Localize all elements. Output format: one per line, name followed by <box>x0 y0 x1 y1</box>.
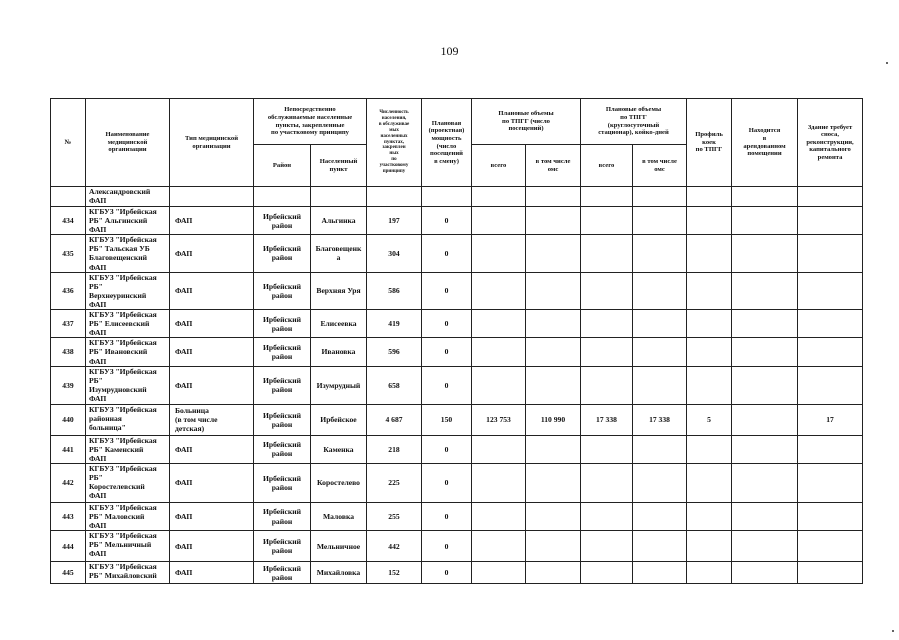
table-body <box>51 187 863 584</box>
cell-building <box>798 435 863 463</box>
cell-profile <box>687 531 732 562</box>
cell-settlement: Мельничное <box>311 531 367 562</box>
cell-num: 436 <box>51 272 86 309</box>
table-row <box>51 463 863 502</box>
cell-visits-total <box>472 562 526 584</box>
cell-rented <box>732 366 798 404</box>
cell-visits-total <box>472 366 526 404</box>
cell-visits-oms <box>526 562 581 584</box>
cell-population: 4 687 <box>367 404 422 435</box>
cell-capacity: 0 <box>422 207 472 235</box>
table-row <box>51 502 863 530</box>
cell-num <box>51 187 86 207</box>
cell-visits-oms <box>526 272 581 309</box>
cell-capacity: 0 <box>422 272 472 309</box>
table-row <box>51 235 863 272</box>
table-row <box>51 562 863 584</box>
cell-population: 218 <box>367 435 422 463</box>
cell-settlement: Альгинка <box>311 207 367 235</box>
cell-rented <box>732 502 798 530</box>
table-row <box>51 366 863 404</box>
cell-capacity: 0 <box>422 531 472 562</box>
table-row <box>51 338 863 366</box>
cell-beds-oms <box>633 187 687 207</box>
cell-population <box>367 187 422 207</box>
cell-type: ФАП <box>170 562 254 584</box>
cell-settlement: Верхняя Уря <box>311 272 367 309</box>
scan-speck <box>886 62 888 64</box>
cell-visits-oms <box>526 366 581 404</box>
cell-population: 197 <box>367 207 422 235</box>
cell-beds-oms <box>633 463 687 502</box>
cell-district: Ирбейский район <box>254 562 311 584</box>
cell-num: 439 <box>51 366 86 404</box>
cell-visits-total <box>472 531 526 562</box>
cell-beds-total: 17 338 <box>581 404 633 435</box>
cell-district: Ирбейский район <box>254 272 311 309</box>
cell-district: Ирбейский район <box>254 310 311 338</box>
cell-settlement: Изумрудный <box>311 366 367 404</box>
cell-building: 17 <box>798 404 863 435</box>
cell-visits-total <box>472 435 526 463</box>
cell-profile <box>687 338 732 366</box>
cell-rented <box>732 338 798 366</box>
cell-rented <box>732 235 798 272</box>
cell-capacity <box>422 187 472 207</box>
header-building-repair: Здание требует сноса, реконструкции, капитального ремонта <box>798 99 863 187</box>
cell-rented <box>732 310 798 338</box>
header-num: № <box>51 99 86 187</box>
cell-visits-total <box>472 338 526 366</box>
cell-visits-oms <box>526 502 581 530</box>
cell-name: КГБУЗ "Ирбейская РБ" Изумрудновский ФАП <box>86 366 170 404</box>
header-rented: Находится в арендованном помещении <box>732 99 798 187</box>
cell-num: 443 <box>51 502 86 530</box>
cell-settlement: Коростелево <box>311 463 367 502</box>
cell-population: 255 <box>367 502 422 530</box>
cell-district: Ирбейский район <box>254 463 311 502</box>
scan-speck <box>892 630 894 632</box>
cell-visits-oms <box>526 187 581 207</box>
cell-rented <box>732 404 798 435</box>
cell-num: 438 <box>51 338 86 366</box>
cell-num: 437 <box>51 310 86 338</box>
page-number: 109 <box>440 44 459 58</box>
table-header <box>51 99 863 187</box>
cell-type: ФАП <box>170 366 254 404</box>
cell-population: 419 <box>367 310 422 338</box>
cell-rented <box>732 435 798 463</box>
cell-beds-total <box>581 366 633 404</box>
cell-profile <box>687 272 732 309</box>
cell-capacity: 0 <box>422 502 472 530</box>
cell-building <box>798 502 863 530</box>
cell-visits-total <box>472 272 526 309</box>
cell-beds-oms <box>633 235 687 272</box>
cell-visits-oms <box>526 235 581 272</box>
table-row <box>51 207 863 235</box>
cell-settlement: Елисеевка <box>311 310 367 338</box>
cell-profile <box>687 502 732 530</box>
cell-district: Ирбейский район <box>254 207 311 235</box>
cell-type <box>170 187 254 207</box>
header-population: Численность населения, в обслуживае мых населенных пунктах, закреплен ных по участковому принципу <box>367 99 422 187</box>
header-planned-visits: Плановые объемы по ТПГГ (число посещений) <box>472 99 581 145</box>
cell-capacity: 0 <box>422 562 472 584</box>
cell-visits-oms <box>526 310 581 338</box>
cell-beds-total <box>581 187 633 207</box>
header-planned-beds: Плановые объемы по ТПГГ (круглосуточный стационар), койко-дней <box>581 99 687 145</box>
cell-visits-oms <box>526 463 581 502</box>
cell-visits-oms <box>526 207 581 235</box>
cell-num: 440 <box>51 404 86 435</box>
cell-visits-total <box>472 187 526 207</box>
cell-num: 434 <box>51 207 86 235</box>
table-row-continuation <box>51 187 863 207</box>
cell-building <box>798 207 863 235</box>
cell-district: Ирбейский район <box>254 338 311 366</box>
cell-building <box>798 272 863 309</box>
cell-population: 586 <box>367 272 422 309</box>
cell-capacity: 0 <box>422 338 472 366</box>
cell-beds-oms <box>633 531 687 562</box>
cell-type: ФАП <box>170 207 254 235</box>
cell-building <box>798 187 863 207</box>
cell-visits-oms <box>526 531 581 562</box>
cell-beds-oms <box>633 366 687 404</box>
cell-type: ФАП <box>170 338 254 366</box>
cell-profile <box>687 235 732 272</box>
cell-population: 658 <box>367 366 422 404</box>
cell-num: 442 <box>51 463 86 502</box>
cell-district: Ирбейский район <box>254 235 311 272</box>
cell-num: 445 <box>51 562 86 584</box>
cell-beds-oms <box>633 435 687 463</box>
cell-rented <box>732 272 798 309</box>
cell-rented <box>732 562 798 584</box>
cell-settlement: Михайловка <box>311 562 367 584</box>
cell-beds-total <box>581 502 633 530</box>
cell-visits-total <box>472 235 526 272</box>
cell-building <box>798 531 863 562</box>
cell-population: 442 <box>367 531 422 562</box>
cell-settlement: Ивановка <box>311 338 367 366</box>
cell-building <box>798 338 863 366</box>
cell-population: 304 <box>367 235 422 272</box>
cell-profile <box>687 562 732 584</box>
header-visits-total: всего <box>472 145 526 187</box>
cell-beds-total <box>581 235 633 272</box>
cell-beds-oms <box>633 502 687 530</box>
cell-beds-total <box>581 207 633 235</box>
cell-type: ФАП <box>170 502 254 530</box>
cell-building <box>798 310 863 338</box>
cell-type: ФАП <box>170 235 254 272</box>
cell-name: КГБУЗ "Ирбейская РБ" Каменский ФАП <box>86 435 170 463</box>
cell-settlement <box>311 187 367 207</box>
cell-name: КГБУЗ "Ирбейская РБ" Верхнеуринский ФАП <box>86 272 170 309</box>
cell-capacity: 0 <box>422 310 472 338</box>
cell-profile <box>687 435 732 463</box>
header-beds-total: всего <box>581 145 633 187</box>
cell-name: КГБУЗ "Ирбейская районная больница" <box>86 404 170 435</box>
header-district: Район <box>254 145 311 187</box>
cell-beds-total <box>581 310 633 338</box>
cell-beds-total <box>581 463 633 502</box>
cell-settlement: Благовещенк а <box>311 235 367 272</box>
cell-type: ФАП <box>170 272 254 309</box>
cell-name: КГБУЗ "Ирбейская РБ" Коростелевский ФАП <box>86 463 170 502</box>
header-capacity: Плановая (проектная) мощность (число посещений в смену) <box>422 99 472 187</box>
cell-name: КГБУЗ "Ирбейская РБ" Тальская УБ Благовещенский ФАП <box>86 235 170 272</box>
table-row <box>51 272 863 309</box>
cell-settlement: Каменка <box>311 435 367 463</box>
header-visits-oms: в том числе омс <box>526 145 581 187</box>
cell-visits-total <box>472 463 526 502</box>
cell-beds-oms: 17 338 <box>633 404 687 435</box>
cell-name: КГБУЗ "Ирбейская РБ" Мельничный ФАП <box>86 531 170 562</box>
cell-num: 441 <box>51 435 86 463</box>
cell-visits-total <box>472 207 526 235</box>
cell-rented <box>732 463 798 502</box>
cell-visits-total: 123 753 <box>472 404 526 435</box>
cell-beds-total <box>581 562 633 584</box>
cell-visits-total <box>472 310 526 338</box>
cell-district: Ирбейский район <box>254 366 311 404</box>
cell-capacity: 0 <box>422 435 472 463</box>
cell-district: Ирбейский район <box>254 404 311 435</box>
cell-district <box>254 187 311 207</box>
cell-num: 435 <box>51 235 86 272</box>
cell-type: ФАП <box>170 463 254 502</box>
cell-settlement: Ирбейское <box>311 404 367 435</box>
cell-name: КГБУЗ "Ирбейская РБ" Альгинский ФАП <box>86 207 170 235</box>
cell-beds-total <box>581 435 633 463</box>
cell-type: Больница (в том числе детская) <box>170 404 254 435</box>
cell-profile <box>687 310 732 338</box>
cell-name: Александровский ФАП <box>86 187 170 207</box>
cell-visits-oms: 110 990 <box>526 404 581 435</box>
cell-beds-oms <box>633 338 687 366</box>
header-served-settlements: Непосредственно обслуживаемые населенные пункты, закрепленные по участковому принципу <box>254 99 367 145</box>
cell-beds-oms <box>633 272 687 309</box>
header-name: Наименование медицинской организации <box>86 99 170 187</box>
cell-capacity: 0 <box>422 235 472 272</box>
cell-visits-oms <box>526 435 581 463</box>
medical-organizations-table <box>50 98 863 584</box>
cell-profile <box>687 366 732 404</box>
cell-beds-total <box>581 531 633 562</box>
cell-district: Ирбейский район <box>254 531 311 562</box>
cell-profile <box>687 463 732 502</box>
cell-rented <box>732 207 798 235</box>
header-settlement: Населенный пункт <box>311 145 367 187</box>
cell-type: ФАП <box>170 435 254 463</box>
cell-capacity: 0 <box>422 463 472 502</box>
cell-name: КГБУЗ "Ирбейская РБ" Маловский ФАП <box>86 502 170 530</box>
table-row <box>51 404 863 435</box>
cell-num: 444 <box>51 531 86 562</box>
cell-beds-oms <box>633 562 687 584</box>
cell-beds-total <box>581 338 633 366</box>
cell-type: ФАП <box>170 531 254 562</box>
cell-capacity: 0 <box>422 366 472 404</box>
cell-capacity: 150 <box>422 404 472 435</box>
cell-rented <box>732 531 798 562</box>
cell-type: ФАП <box>170 310 254 338</box>
cell-population: 596 <box>367 338 422 366</box>
cell-visits-total <box>472 502 526 530</box>
cell-profile <box>687 187 732 207</box>
cell-visits-oms <box>526 338 581 366</box>
cell-building <box>798 463 863 502</box>
cell-settlement: Маловка <box>311 502 367 530</box>
cell-building <box>798 562 863 584</box>
header-beds-oms: в том числе омс <box>633 145 687 187</box>
table-row <box>51 310 863 338</box>
cell-population: 152 <box>367 562 422 584</box>
cell-name: КГБУЗ "Ирбейская РБ" Елисеевский ФАП <box>86 310 170 338</box>
cell-rented <box>732 187 798 207</box>
cell-profile: 5 <box>687 404 732 435</box>
cell-beds-total <box>581 272 633 309</box>
cell-district: Ирбейский район <box>254 435 311 463</box>
header-bed-profile: Профиль коек по ТПГГ <box>687 99 732 187</box>
cell-building <box>798 366 863 404</box>
cell-district: Ирбейский район <box>254 502 311 530</box>
cell-building <box>798 235 863 272</box>
table-row <box>51 435 863 463</box>
cell-beds-oms <box>633 207 687 235</box>
cell-name: КГБУЗ "Ирбейская РБ" Ивановский ФАП <box>86 338 170 366</box>
cell-name: КГБУЗ "Ирбейская РБ" Михайловский <box>86 562 170 584</box>
header-type: Тип медицинской организации <box>170 99 254 187</box>
cell-beds-oms <box>633 310 687 338</box>
table-row <box>51 531 863 562</box>
cell-profile <box>687 207 732 235</box>
cell-population: 225 <box>367 463 422 502</box>
